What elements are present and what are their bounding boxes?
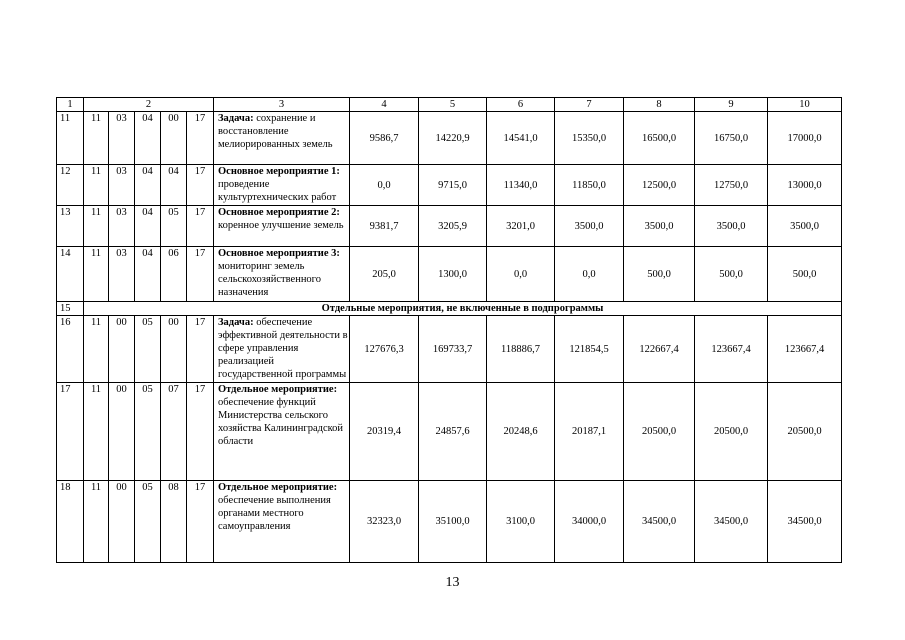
value-cell: 13000,0 <box>768 165 842 206</box>
description-heading: Основное мероприятие 3: <box>218 248 340 259</box>
value-cell: 122667,4 <box>624 316 695 383</box>
description-cell <box>214 316 350 383</box>
code-cell: 03 <box>109 247 135 302</box>
page-number: 13 <box>445 575 460 590</box>
value-cell: 11340,0 <box>487 165 555 206</box>
code-cell: 17 <box>187 165 214 206</box>
code-cell: 11 <box>84 247 109 302</box>
header-cell: 1 <box>57 98 84 112</box>
description-heading: Основное мероприятие 1: <box>218 166 340 177</box>
value-cell: 20500,0 <box>624 383 695 481</box>
header-cell: 8 <box>624 98 695 112</box>
value-cell: 11850,0 <box>555 165 624 206</box>
table-row <box>57 112 842 165</box>
description-text: обеспечение выполнения органами местного самоуправления <box>218 495 331 532</box>
value-cell: 35100,0 <box>419 481 487 563</box>
value-cell: 118886,7 <box>487 316 555 383</box>
value-cell: 24857,6 <box>419 383 487 481</box>
value-cell: 15350,0 <box>555 112 624 165</box>
value-cell: 123667,4 <box>695 316 768 383</box>
code-cell: 05 <box>135 316 161 383</box>
value-cell: 3500,0 <box>695 206 768 247</box>
description-cell <box>214 383 350 481</box>
description-heading: Задача: <box>218 113 254 124</box>
value-cell: 34500,0 <box>624 481 695 563</box>
description-cell <box>214 165 350 206</box>
value-cell: 1300,0 <box>419 247 487 302</box>
description-text: обеспечение функций Министерства сельского хозяйства Калининградской области <box>218 397 344 447</box>
value-cell: 500,0 <box>768 247 842 302</box>
code-cell: 03 <box>109 165 135 206</box>
row-number: 11 <box>57 112 84 165</box>
header-cell: 9 <box>695 98 768 112</box>
value-cell: 17000,0 <box>768 112 842 165</box>
code-cell: 11 <box>84 206 109 247</box>
code-cell: 00 <box>109 481 135 563</box>
value-cell: 20500,0 <box>768 383 842 481</box>
description-heading: Отдельное мероприятие: <box>218 384 338 395</box>
header-cell: 5 <box>419 98 487 112</box>
value-cell: 169733,7 <box>419 316 487 383</box>
value-cell: 34000,0 <box>555 481 624 563</box>
section-title: Отдельные мероприятия, не включенные в подпрограммы <box>84 302 842 316</box>
table-row <box>57 316 842 383</box>
table-row <box>57 206 842 247</box>
code-cell: 05 <box>135 481 161 563</box>
description-text: сохранение и восстановление мелиорированных земель <box>218 113 333 150</box>
code-cell: 04 <box>135 247 161 302</box>
value-cell: 127676,3 <box>350 316 419 383</box>
row-number: 17 <box>57 383 84 481</box>
value-cell: 9381,7 <box>350 206 419 247</box>
description-text: проведение культуртехнических работ <box>218 179 337 203</box>
description-cell <box>214 206 350 247</box>
code-cell: 07 <box>161 383 187 481</box>
value-cell: 3500,0 <box>768 206 842 247</box>
code-cell: 03 <box>109 206 135 247</box>
code-cell: 05 <box>135 383 161 481</box>
description-text: обеспечение эффективной деятельности в сфере управления реализацией государственной программы <box>218 317 348 380</box>
section-row <box>57 302 842 316</box>
value-cell: 20248,6 <box>487 383 555 481</box>
code-cell: 00 <box>109 316 135 383</box>
value-cell: 121854,5 <box>555 316 624 383</box>
header-row <box>57 98 842 112</box>
code-cell: 00 <box>161 316 187 383</box>
description-text: коренное улучшение земель <box>218 220 344 231</box>
value-cell: 205,0 <box>350 247 419 302</box>
header-cell: 2 <box>84 98 214 112</box>
code-cell: 08 <box>161 481 187 563</box>
description-cell <box>214 112 350 165</box>
value-cell: 3205,9 <box>419 206 487 247</box>
code-cell: 17 <box>187 316 214 383</box>
description-cell <box>214 247 350 302</box>
code-cell: 17 <box>187 206 214 247</box>
code-cell: 06 <box>161 247 187 302</box>
description-heading: Основное мероприятие 2: <box>218 207 340 218</box>
description-text: мониторинг земель сельскохозяйственного назначения <box>218 261 321 298</box>
table-row <box>57 165 842 206</box>
code-cell: 04 <box>161 165 187 206</box>
description-heading: Отдельное мероприятие: <box>218 482 338 493</box>
description-heading: Задача: <box>218 317 254 328</box>
header-cell: 6 <box>487 98 555 112</box>
code-cell: 11 <box>84 112 109 165</box>
value-cell: 9586,7 <box>350 112 419 165</box>
value-cell: 34500,0 <box>695 481 768 563</box>
value-cell: 20319,4 <box>350 383 419 481</box>
code-cell: 17 <box>187 481 214 563</box>
code-cell: 00 <box>109 383 135 481</box>
table-row <box>57 247 842 302</box>
budget-table <box>56 97 842 563</box>
value-cell: 3500,0 <box>624 206 695 247</box>
code-cell: 04 <box>135 112 161 165</box>
header-cell: 10 <box>768 98 842 112</box>
description-cell <box>214 481 350 563</box>
code-cell: 03 <box>109 112 135 165</box>
code-cell: 17 <box>187 383 214 481</box>
value-cell: 123667,4 <box>768 316 842 383</box>
row-number: 16 <box>57 316 84 383</box>
header-cell: 7 <box>555 98 624 112</box>
value-cell: 9715,0 <box>419 165 487 206</box>
table-row <box>57 481 842 563</box>
value-cell: 14541,0 <box>487 112 555 165</box>
value-cell: 12500,0 <box>624 165 695 206</box>
code-cell: 04 <box>135 206 161 247</box>
value-cell: 14220,9 <box>419 112 487 165</box>
row-number: 12 <box>57 165 84 206</box>
code-cell: 05 <box>161 206 187 247</box>
value-cell: 0,0 <box>487 247 555 302</box>
code-cell: 04 <box>135 165 161 206</box>
value-cell: 0,0 <box>555 247 624 302</box>
value-cell: 32323,0 <box>350 481 419 563</box>
code-cell: 00 <box>161 112 187 165</box>
code-cell: 11 <box>84 481 109 563</box>
value-cell: 34500,0 <box>768 481 842 563</box>
value-cell: 3100,0 <box>487 481 555 563</box>
value-cell: 500,0 <box>695 247 768 302</box>
value-cell: 16750,0 <box>695 112 768 165</box>
value-cell: 3500,0 <box>555 206 624 247</box>
value-cell: 500,0 <box>624 247 695 302</box>
value-cell: 0,0 <box>350 165 419 206</box>
code-cell: 17 <box>187 247 214 302</box>
value-cell: 3201,0 <box>487 206 555 247</box>
value-cell: 20500,0 <box>695 383 768 481</box>
row-number: 15 <box>57 302 84 316</box>
value-cell: 20187,1 <box>555 383 624 481</box>
row-number: 18 <box>57 481 84 563</box>
code-cell: 11 <box>84 316 109 383</box>
value-cell: 12750,0 <box>695 165 768 206</box>
code-cell: 17 <box>187 112 214 165</box>
header-cell: 4 <box>350 98 419 112</box>
code-cell: 11 <box>84 165 109 206</box>
header-cell: 3 <box>214 98 350 112</box>
row-number: 13 <box>57 206 84 247</box>
value-cell: 16500,0 <box>624 112 695 165</box>
code-cell: 11 <box>84 383 109 481</box>
table-row <box>57 383 842 481</box>
row-number: 14 <box>57 247 84 302</box>
